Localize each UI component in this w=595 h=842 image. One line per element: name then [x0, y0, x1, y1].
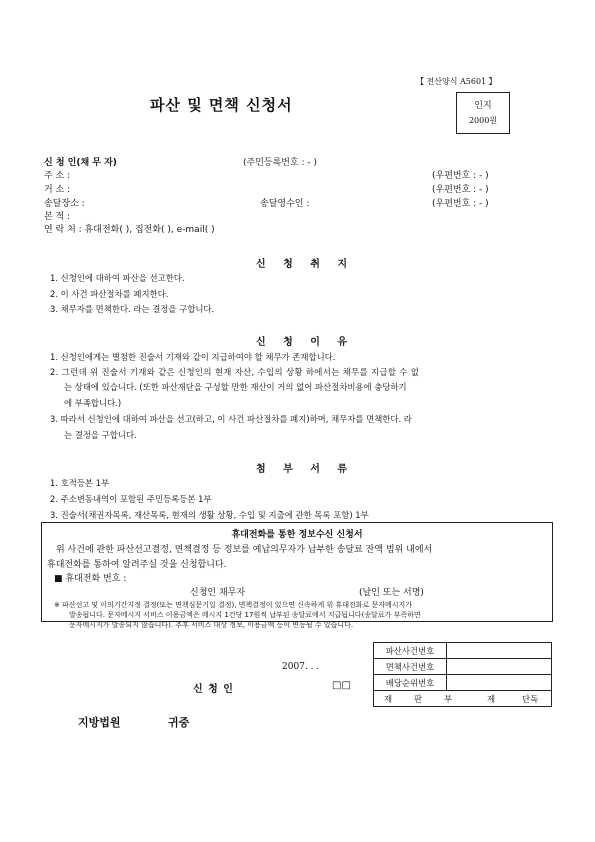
residence-label: 거 소 :	[44, 185, 71, 195]
seal-mark: □□	[332, 680, 351, 691]
purpose-heading: 신 청 취 지	[256, 259, 355, 270]
reason-line: 는 상태에 있습니다. (또한 파산재단을 구성할 만한 재산이 거의 없어 파산절차비용에 충당하기	[64, 382, 407, 392]
sms-notice-box	[41, 522, 553, 629]
postal-code-residence: (우편번호 : - )	[432, 185, 489, 195]
filing-date: 2007. . .	[282, 662, 320, 672]
sms-note: 발송됩니다. 문자메시지 서비스 이용금액은 메시지 1건당 17원씩 납부된 송달료에서 지급됩니다(송달료가 부족하면	[69, 611, 421, 619]
bankruptcy-case-number-value	[447, 643, 552, 659]
discharge-case-number-value	[447, 659, 552, 675]
dividend-rank-number-value	[447, 675, 552, 691]
sms-note: ※ 파산선고 및 이의기간지정 결정(또는 면책심문기일 결정), 면책결정이 있으면 신속하게 위 휴대전화로 문자메시지가	[54, 601, 413, 609]
applicant-signature-label: 신 청 인	[193, 684, 234, 695]
court-division-char: 판	[414, 694, 423, 704]
address-label: 주 소 :	[44, 171, 71, 181]
reason-heading: 신 청 이 유	[256, 337, 355, 348]
applicant-heading: 신 청 인(채 무 자)	[44, 158, 117, 168]
table-row	[374, 691, 552, 707]
sms-notice-title: 휴대전화를 통한 정보수신 신청서	[231, 530, 363, 540]
stamp-fee-label: 인지	[474, 101, 492, 111]
attachment-item: 3. 진술서(채권자목록, 재산목록, 현재의 생활 상황, 수입 및 지출에 관한 목록 포함) 1부	[50, 510, 369, 520]
court-division-char: 부	[444, 694, 453, 704]
attachments-heading: 첨 부 서 류	[256, 464, 355, 475]
court-division-row	[374, 691, 552, 707]
delivery-recipient-label: 송달영수인 :	[260, 199, 310, 209]
reason-line: 1. 신청인에게는 별첨한 진술서 기재와 같이 지급하여야 할 채무가 존재합니다.	[50, 352, 336, 362]
reason-line: 에 부족합니다.)	[64, 398, 122, 408]
reason-line: 2. 그런데 위 진술서 기재와 같은 신청인의 현재 자산, 수입의 상황 하에서는 채무를 지급할 수 없	[50, 367, 420, 377]
sms-seal-label: (날인 또는 서명)	[359, 588, 424, 598]
table-row	[374, 675, 552, 691]
reason-line: 는 결정을 구합니다.	[64, 430, 137, 440]
form-code: 【 전산양식 A5601 】	[416, 77, 497, 86]
registered-domicile-label: 본 적 :	[44, 212, 71, 222]
bankruptcy-case-number-label: 파산사건번호	[374, 643, 447, 659]
reason-line: 3. 따라서 신청인에 대하여 파산을 선고(하고, 이 사건 파산절차를 폐지)하며, 채무자를 면책한다. 라	[50, 414, 412, 424]
court-addressee: 귀중	[168, 716, 190, 729]
purpose-item: 3. 채무자를 면책한다. 라는 결정을 구합니다.	[50, 304, 215, 314]
stamp-fee-amount: 2000원	[468, 116, 498, 125]
table-row	[374, 643, 552, 659]
attachment-item: 2. 주소변동내역이 포함된 주민등록등본 1부	[50, 494, 212, 504]
purpose-item: 2. 이 사건 파산절차를 폐지한다.	[50, 289, 169, 299]
table-row	[374, 659, 552, 675]
court-division-char: 단독	[522, 694, 539, 704]
sms-notice-line: 휴대전화를 통하여 알려주실 것을 신청합니다.	[47, 560, 227, 570]
court-division-char: 제	[487, 694, 496, 704]
court-division-char: 재	[384, 694, 393, 704]
page-title: 파산 및 면책 신청서	[150, 96, 293, 114]
sms-signer: 신청인 채무자	[190, 588, 246, 598]
case-number-table	[373, 642, 552, 707]
sms-note: 문자메시지가 발송되지 않습니다). 추후 서비스 대상 정보, 이용금액 등이 변동될 수 있습니다.	[69, 621, 354, 629]
dividend-rank-number-label: 배당순위번호	[374, 675, 447, 691]
postal-code-address: (우편번호 : - )	[432, 171, 489, 181]
stamp-fee-box	[456, 92, 510, 134]
contact-line: 연 락 처 : 휴대전화( ), 집전화( ), e-mail( )	[44, 225, 215, 235]
purpose-item: 1. 신청인에 대하여 파산을 선고한다.	[50, 273, 185, 283]
mobile-number-field: ■ 휴대전화 번호 :	[54, 574, 127, 584]
postal-code-delivery: (우편번호 : - )	[432, 199, 489, 209]
delivery-place-label: 송달장소 :	[44, 199, 85, 209]
discharge-case-number-label: 면책사건번호	[374, 659, 447, 675]
resident-number-field: (주민등록번호 : - )	[243, 158, 318, 168]
attachment-item: 1. 호적등본 1부	[50, 478, 110, 488]
sms-notice-line: 위 사건에 관한 파산선고결정, 면책결정 등 정보를 예납의무자가 납부한 송달료 잔액 범위 내에서	[56, 545, 433, 555]
court-name: 지방법원	[78, 716, 121, 729]
